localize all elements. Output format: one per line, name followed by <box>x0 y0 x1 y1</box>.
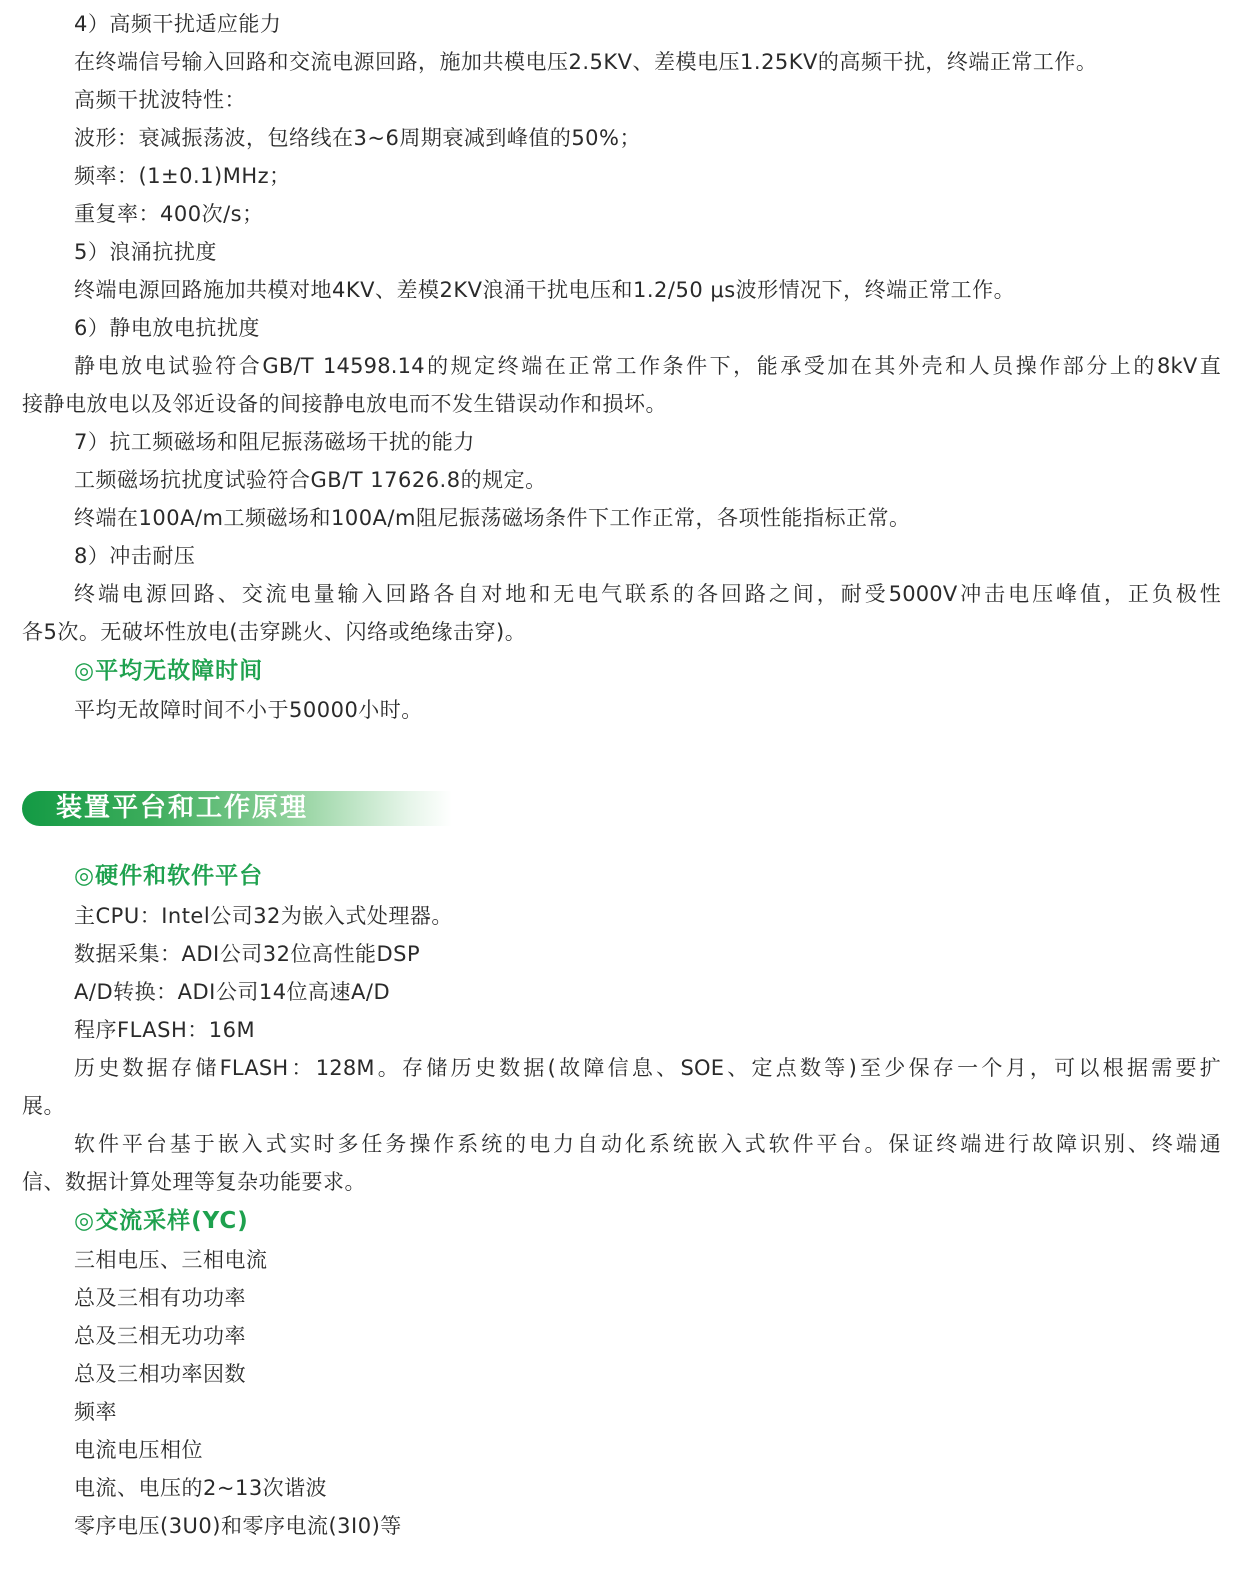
paragraph-line: 在终端信号输入回路和交流电源回路，施加共模电压2.5KV、差模电压1.25KV的高频干扰，终端正常工作。 <box>74 50 1098 74</box>
item-heading-hf-interference: 4）高频干扰适应能力 <box>74 12 282 36</box>
paragraph-line: 程序FLASH：16M <box>74 1018 256 1042</box>
section-title: 装置平台和工作原理 <box>56 793 309 823</box>
paragraph-line: 信、数据计算处理等复杂功能要求。 <box>22 1170 366 1194</box>
paragraph-line: 主CPU：Intel公司32为嵌入式处理器。 <box>74 904 453 928</box>
paragraph-line: 终端在100A/m工频磁场和100A/m阻尼振荡磁场条件下工作正常，各项性能指标正常。 <box>74 506 911 530</box>
list-item: 总及三相无功功率 <box>74 1324 246 1348</box>
paragraph-line: 重复率：400次/s； <box>74 202 264 226</box>
subheading-mtbf: ◎平均无故障时间 <box>74 658 264 684</box>
paragraph-line: 终端电源回路、交流电量输入回路各自对地和无电气联系的各回路之间，耐受5000V冲击电压峰值，正负极性 <box>74 582 1221 606</box>
list-item: 三相电压、三相电流 <box>74 1248 268 1272</box>
list-item: 电流电压相位 <box>74 1438 203 1462</box>
item-heading-esd: 6）静电放电抗扰度 <box>74 316 260 340</box>
paragraph-line: 波形：衰减振荡波，包络线在3~6周期衰减到峰值的50%； <box>74 126 641 150</box>
paragraph-line: 高频干扰波特性： <box>74 88 246 112</box>
list-item: 零序电压(3U0)和零序电流(3I0)等 <box>74 1514 402 1538</box>
item-heading-magnetic: 7）抗工频磁场和阻尼振荡磁场干扰的能力 <box>74 430 475 454</box>
paragraph-line: 平均无故障时间不小于50000小时。 <box>74 698 423 722</box>
item-heading-surge: 5）浪涌抗扰度 <box>74 240 217 264</box>
list-item: 频率 <box>74 1400 117 1424</box>
paragraph-line: 各5次。无破坏性放电(击穿跳火、闪络或绝缘击穿)。 <box>22 620 527 644</box>
list-item: 总及三相有功功率 <box>74 1286 246 1310</box>
paragraph-line: 频率：(1±0.1)MHz； <box>74 164 291 188</box>
paragraph-line: 静电放电试验符合GB/T 14598.14的规定终端在正常工作条件下，能承受加在其外壳和人员操作部分上的8kV直 <box>74 354 1221 378</box>
paragraph-line: 历史数据存储FLASH：128M。存储历史数据(故障信息、SOE、定点数等)至少保存一个月，可以根据需要扩 <box>74 1056 1221 1080</box>
paragraph-line: 接静电放电以及邻近设备的间接静电放电而不发生错误动作和损坏。 <box>22 392 667 416</box>
paragraph-line: 数据采集：ADI公司32位高性能DSP <box>74 942 421 966</box>
item-heading-impulse: 8）冲击耐压 <box>74 544 196 568</box>
subheading-platform: ◎硬件和软件平台 <box>74 863 264 889</box>
paragraph-line: 终端电源回路施加共模对地4KV、差模2KV浪涌干扰电压和1.2/50 μs波形情况下，终端正常工作。 <box>74 278 1016 302</box>
paragraph-line: 展。 <box>22 1094 65 1118</box>
list-item: 总及三相功率因数 <box>74 1362 246 1386</box>
section-banner <box>22 791 452 826</box>
subheading-ac-sampling: ◎交流采样(YC) <box>74 1208 249 1234</box>
paragraph-line: A/D转换：ADI公司14位高速A/D <box>74 980 391 1004</box>
list-item: 电流、电压的2~13次谐波 <box>74 1476 328 1500</box>
paragraph-line: 软件平台基于嵌入式实时多任务操作系统的电力自动化系统嵌入式软件平台。保证终端进行故障识别、终端通 <box>74 1132 1221 1156</box>
paragraph-line: 工频磁场抗扰度试验符合GB/T 17626.8的规定。 <box>74 468 547 492</box>
